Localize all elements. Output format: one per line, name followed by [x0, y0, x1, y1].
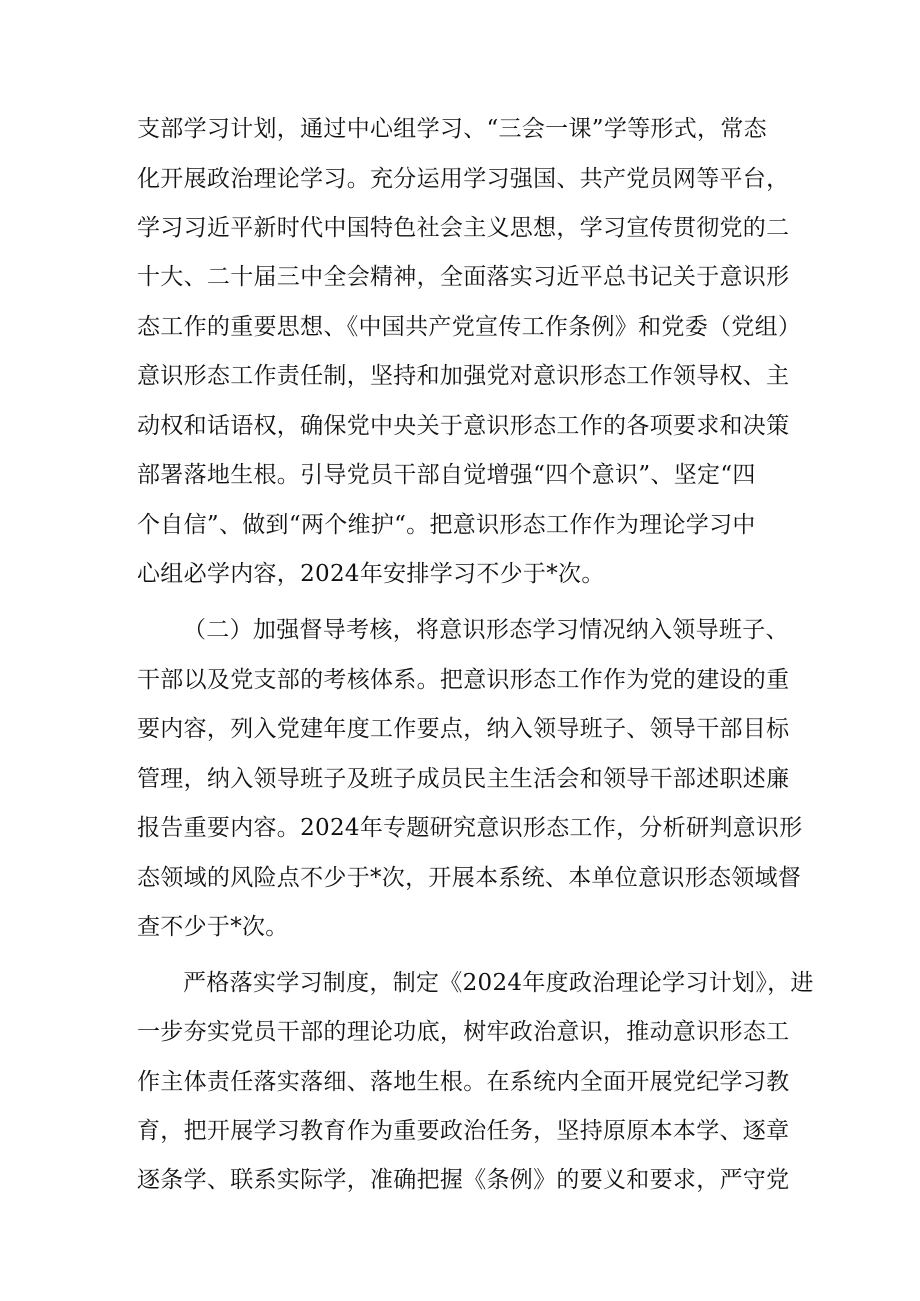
text-line: 意识形态工作责任制，坚持和加强党对意识形态工作领导权、主: [137, 363, 790, 389]
paragraph-first-line: 严格落实学习制度，制定《2024年度政治理论学习计划》，进: [183, 970, 814, 996]
text-line: 支部学习计划，通过中心组学习、“三会一课”学等形式，常态: [137, 116, 767, 142]
text-line: 学习习近平新时代中国特色社会主义思想，学习宣传贯彻党的二: [137, 215, 790, 241]
text-line: 动权和话语权，确保党中央关于意识形态工作的各项要求和决策: [137, 413, 790, 439]
text-line: 态工作的重要思想、《中国共产党宣传工作条例》和党委（党组）: [137, 314, 802, 340]
text-line: 报告重要内容。2024年专题研究意识形态工作，分析研判意识形: [137, 815, 803, 841]
text-line: 育，把开展学习教育作为重要政治任务，坚持原原本本学、逐章: [137, 1118, 790, 1144]
text-line: 要内容，列入党建年度工作要点，纳入领导班子、领导干部目标: [137, 716, 790, 742]
text-line: 态领域的风险点不少于*次，开展本系统、本单位意识形态领域督: [137, 865, 802, 891]
text-line: 心组必学内容，2024年安排学习不少于*次。: [137, 561, 605, 587]
text-line: 作主体责任落实落细、落地生根。在系统内全面开展党纪学习教: [137, 1069, 790, 1095]
text-line: 一步夯实党员干部的理论功底，树牢政治意识，推动意识形态工: [137, 1019, 790, 1045]
text-line: 部署落地生根。引导党员干部自觉增强“四个意识”、坚定“四: [137, 462, 756, 488]
text-line: 化开展政治理论学习。充分运用学习强国、共产党员网等平台，: [137, 166, 790, 192]
text-line: 逐条学、联系实际学，准确把握《条例》的要义和要求，严守党: [137, 1167, 790, 1193]
text-line: 查不少于*次。: [137, 914, 289, 940]
section-heading-line: （二）加强督导考核，将意识形态学习情况纳入领导班子、: [183, 617, 789, 643]
text-line: 十大、二十届三中全会精神，全面落实习近平总书记关于意识形: [137, 264, 790, 290]
text-line: 个自信”、做到“两个维护“。把意识形态工作作为理论学习中: [137, 512, 756, 538]
text-line: 干部以及党支部的考核体系。把意识形态工作作为党的建设的重: [137, 667, 790, 693]
text-line: 管理，纳入领导班子及班子成员民主生活会和领导干部述职述廉: [137, 766, 790, 792]
